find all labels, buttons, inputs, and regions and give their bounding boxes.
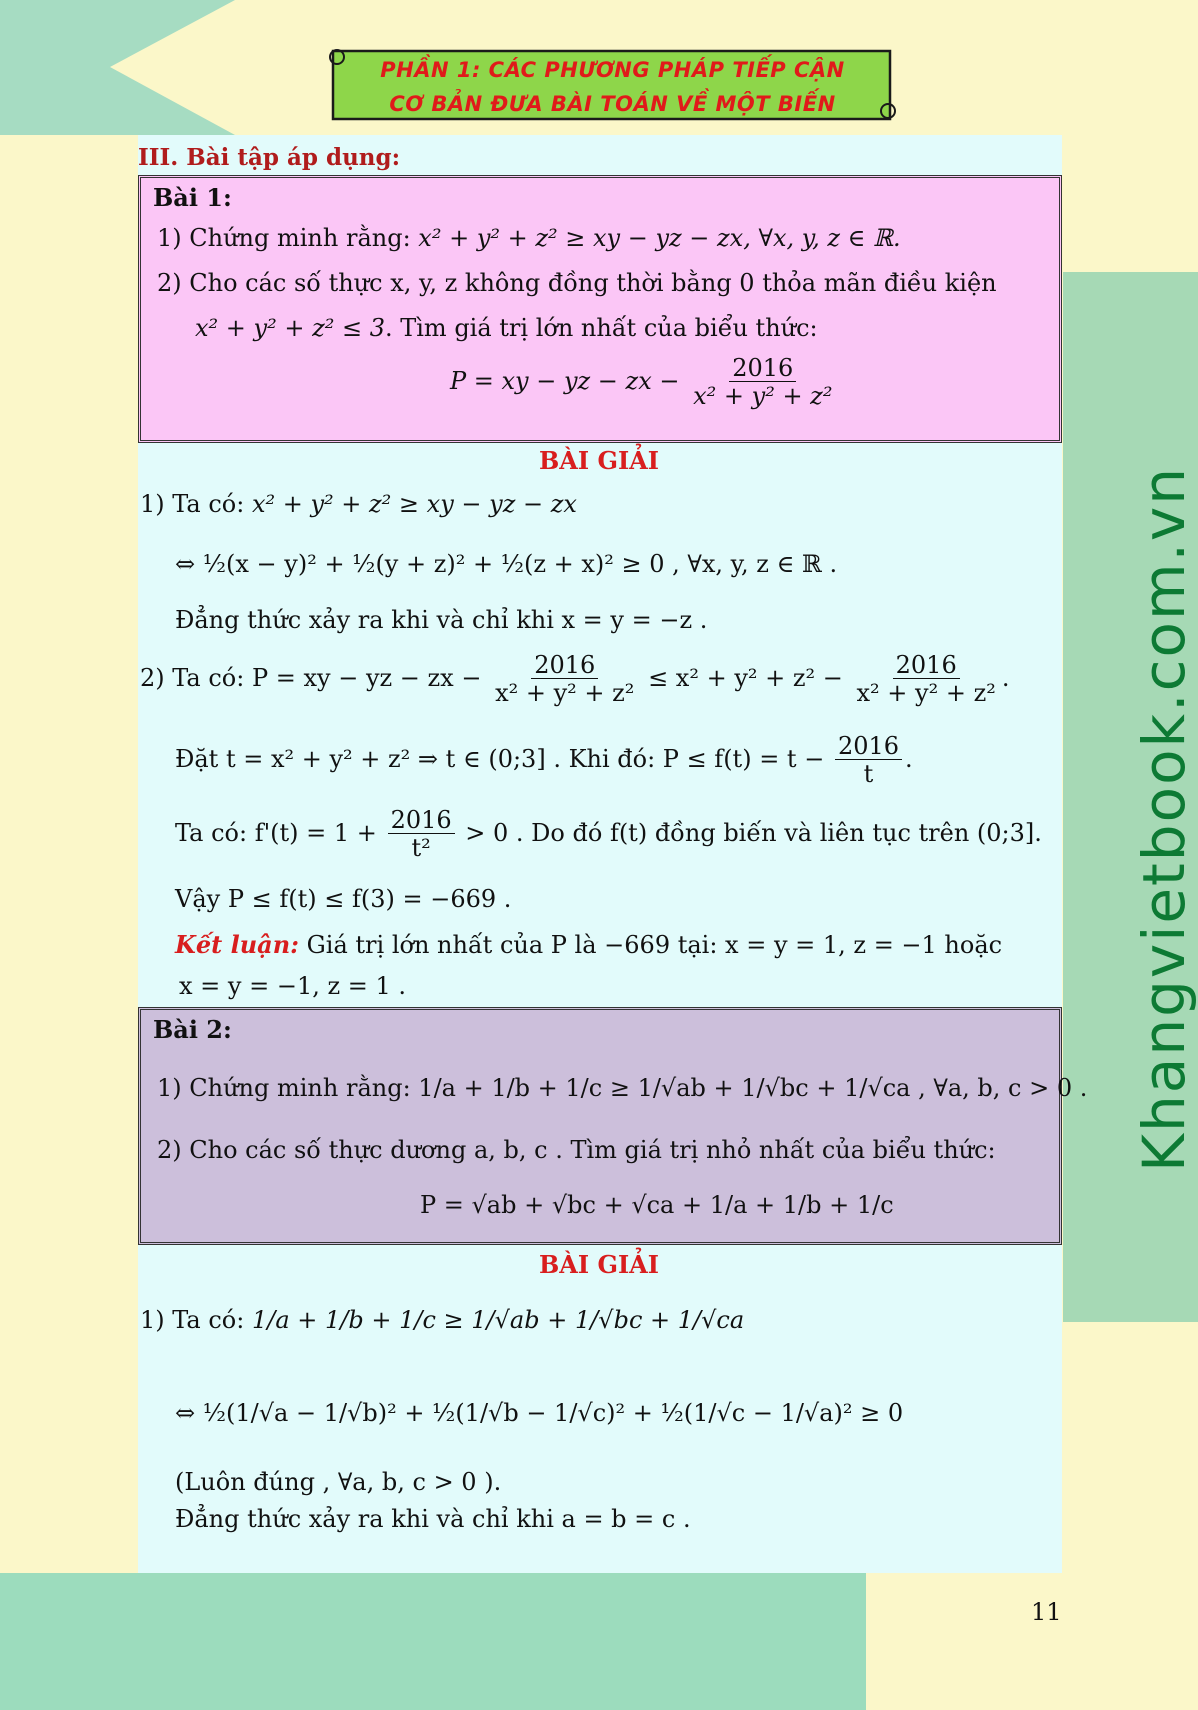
solution-2-line-4: Đẳng thức xảy ra khi và chỉ khi a = b = c . xyxy=(175,1505,691,1533)
banner-line-2: CƠ BẢN ĐƯA BÀI TOÁN VỀ MỘT BIẾN xyxy=(389,92,836,116)
solution-1-line-6-a: Ta có: f'(t) = 1 + xyxy=(175,819,377,847)
solution-2-line-1-math: 1/a + 1/b + 1/c ≥ 1/√ab + 1/√bc + 1/√ca xyxy=(251,1306,745,1334)
problem-1-item-2-text2: . Tìm giá trị lớn nhất của biểu thức: xyxy=(384,314,818,342)
fraction-numerator: 2016 xyxy=(729,355,796,382)
bottom-green-band xyxy=(0,1573,866,1710)
solution-1-line-8 xyxy=(175,930,1002,960)
problem-2-title: Bài 2: xyxy=(153,1015,232,1044)
conclusion-text: Giá trị lớn nhất của P là −669 tại: x = y = 1, z = −1 hoặc xyxy=(299,931,1003,959)
banner-line-1: PHẦN 1: CÁC PHƯƠNG PHÁP TIẾP CẬN xyxy=(380,58,845,82)
solution-1-line-9: x = y = −1, z = 1 . xyxy=(179,972,407,1000)
problem-2-item-1-text: 1) Chứng minh rằng: xyxy=(157,1074,411,1102)
problem-2-item-2: 2) Cho các số thực dương a, b, c . Tìm giá trị nhỏ nhất của biểu thức: xyxy=(157,1136,996,1164)
solution-1-line-1-label: 1) Ta có: xyxy=(140,490,245,518)
solution-1-line-4-mid: ≤ x² + y² + z² − xyxy=(648,664,843,692)
problem-2-formula: P = √ab + √bc + √ca + 1/a + 1/b + 1/c xyxy=(420,1191,894,1219)
solution-1-line-4-lhs: P = xy − yz − zx − xyxy=(251,664,482,692)
conclusion-label: Kết luận: xyxy=(175,930,299,959)
solution-1-line-6-b: > 0 . Do đó f(t) đồng biến và liên tục trên (0;3]. xyxy=(465,819,1042,847)
problem-1-formula-lhs: P = xy − yz − zx − xyxy=(450,367,680,395)
fraction-denominator: x² + y² + z² xyxy=(495,679,635,707)
fraction-numerator: 2016 xyxy=(531,652,598,679)
problem-1-condition: x² + y² + z² ≤ 3 xyxy=(195,314,385,342)
solution-1-fraction-b xyxy=(854,652,999,707)
page-number: 11 xyxy=(1031,1598,1062,1626)
solution-2-line-1-label: 1) Ta có: xyxy=(140,1306,245,1334)
solution-1-line-3: Đẳng thức xảy ra khi và chỉ khi x = y = −z . xyxy=(175,606,708,634)
fraction-numerator: 2016 xyxy=(835,733,902,760)
fraction-denominator: t xyxy=(863,760,874,788)
solution-1-line-4: 2) Ta có: P = xy − yz − zx − $\frac{2016}{\text{x² + y² + z²}}$ ≤ x² + y² + z² − $\frac{2016}{\text{x² + y² + z²}}$ . xyxy=(140,651,1010,707)
problem-2-item-1 xyxy=(157,1073,1087,1103)
solution-1-line-4-label: 2) Ta có: xyxy=(140,664,245,692)
problem-2-item-1-math: 1/a + 1/b + 1/c ≥ 1/√ab + 1/√bc + 1/√ca , ∀a, b, c > 0 . xyxy=(418,1074,1088,1102)
fraction-numerator: 2016 xyxy=(893,652,960,679)
problem-1-item-2-cont xyxy=(195,313,818,343)
problem-1-fraction xyxy=(690,355,835,410)
solution-1-fraction-c xyxy=(835,733,902,788)
watermark-text: Khangvietbook.com.vn xyxy=(1130,466,1198,1172)
chapter-banner xyxy=(325,45,900,125)
problem-1-formula xyxy=(450,355,838,410)
solution-1-heading: BÀI GIẢI xyxy=(538,446,660,475)
fraction-numerator: 2016 xyxy=(388,807,455,834)
problem-1-item-2: 2) Cho các số thực x, y, z không đồng thời bằng 0 thỏa mãn điều kiện xyxy=(157,269,997,297)
fraction-denominator: x² + y² + z² xyxy=(693,382,833,410)
solution-1-line-1-math: x² + y² + z² ≥ xy − yz − zx xyxy=(251,490,577,518)
solution-1-fraction-d xyxy=(388,807,455,862)
solution-2-heading: BÀI GIẢI xyxy=(538,1250,660,1279)
problem-1-item-1 xyxy=(157,223,901,253)
solution-2-line-1 xyxy=(140,1305,744,1335)
solution-2-line-3: (Luôn đúng , ∀a, b, c > 0 ). xyxy=(175,1468,502,1496)
solution-1-line-2: ⇔ ½(x − y)² + ½(y + z)² + ½(z + x)² ≥ 0 , ∀x, y, z ∈ ℝ . xyxy=(175,550,838,578)
solution-1-line-5: Đặt t = x² + y² + z² ⇒ t ∈ (0;3] . Khi đó: P ≤ f(t) = t − $\frac{2016}{t}$ . xyxy=(175,732,913,788)
solution-2-line-2: ⇔ ½(1/√a − 1/√b)² + ½(1/√b − 1/√c)² + ½(1/√c − 1/√a)² ≥ 0 xyxy=(175,1399,904,1427)
problem-1-title: Bài 1: xyxy=(153,183,232,212)
solution-1-line-5-text: Đặt t = x² + y² + z² ⇒ t ∈ (0;3] . Khi đó: P ≤ f(t) = t − xyxy=(175,745,825,773)
solution-1-fraction-a xyxy=(492,652,637,707)
fraction-denominator: t² xyxy=(411,834,431,862)
solution-1-line-1 xyxy=(140,489,577,519)
solution-1-line-6 xyxy=(175,807,1042,862)
section-heading: III. Bài tập áp dụng: xyxy=(138,144,401,171)
problem-1-item-1-math: x² + y² + z² ≥ xy − yz − zx, ∀x, y, z ∈ ℝ. xyxy=(418,224,901,252)
solution-1-line-7: Vậy P ≤ f(t) ≤ f(3) = −669 . xyxy=(175,885,512,913)
problem-1-item-1-text: 1) Chứng minh rằng: xyxy=(157,224,411,252)
fraction-denominator: x² + y² + z² xyxy=(856,679,996,707)
